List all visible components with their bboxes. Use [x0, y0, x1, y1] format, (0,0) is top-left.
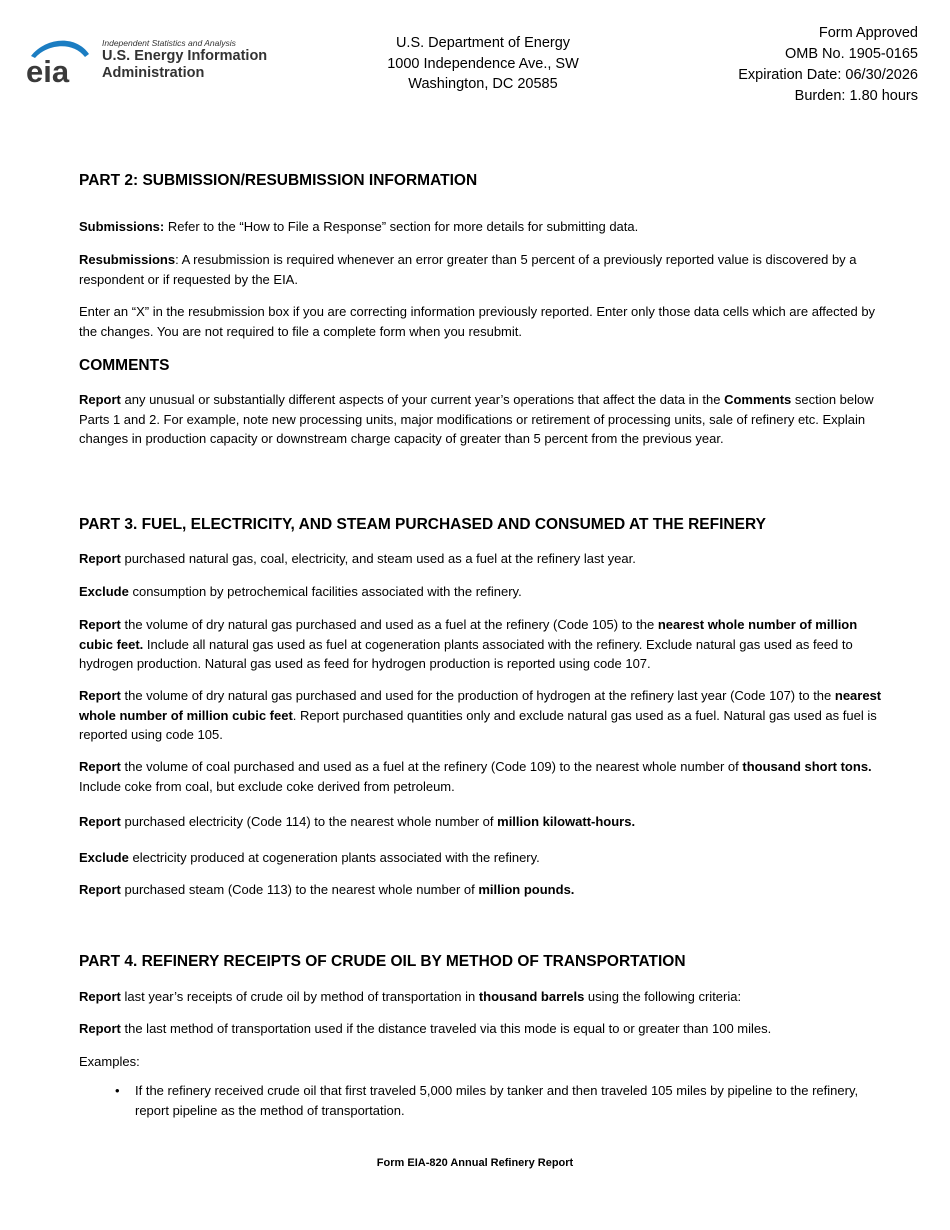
bold-text-run: Resubmissions — [79, 252, 176, 267]
text-run: Enter an “X” in the resubmission box if you are correcting information previously reported. Enter only those data cells which are affected by the changes. You are not required to file a complete form when you resubmit. — [79, 304, 876, 339]
text-run: : A resubmission is required whenever an error greater than 5 percent of a previously reported value is discovered by a respondent or if requested by the EIA. — [79, 252, 857, 287]
bold-text-run: Comments — [724, 392, 792, 407]
text-run: purchased natural gas, coal, electricity, and steam used as a fuel at the refinery last year. — [120, 551, 636, 566]
part3-coal — [79, 757, 891, 796]
text-run: section below Parts 1 and 2. For example, note new processing units, major modifications or retirement of processing units, sale of refinery etc. Explain changes in production capacity or downstream charge capacity of greater than 5 percent from the previous year. — [79, 392, 874, 446]
page-footer: Form EIA-820 Annual Refinery Report — [376, 1157, 574, 1169]
bold-text-run: Report — [79, 759, 121, 774]
text-run: using the following criteria: — [584, 989, 742, 1004]
comments-heading: COMMENTS — [79, 357, 170, 374]
bold-text-run: Report — [79, 392, 121, 407]
part4-heading: PART 4. REFINERY RECEIPTS OF CRUDE OIL BY METHOD OF TRANSPORTATION — [79, 953, 686, 970]
part3-electricity — [79, 812, 891, 832]
bold-text-run: thousand barrels — [478, 989, 585, 1004]
omb-number: OMB No. 1905-0165 — [785, 46, 918, 62]
list-item — [79, 1081, 891, 1120]
organization-name — [102, 48, 267, 82]
text-run: the last method of transportation used if the distance traveled via this mode is equal to or greater than 100 miles. — [120, 1021, 772, 1036]
bold-text-run: Report — [79, 814, 121, 829]
text-run: last year’s receipts of crude oil by method of transportation in — [120, 989, 479, 1004]
bold-text-run: Submissions: — [79, 219, 165, 234]
address-line: U.S. Department of Energy — [395, 35, 571, 51]
bold-text-run: Report — [79, 551, 121, 566]
text-run: purchased steam (Code 113) to the nearest whole number of — [120, 882, 479, 897]
text-run: any unusual or substantially different aspects of your current year’s operations that affect the data in the — [120, 392, 725, 407]
bold-text-run: nearest whole number of million cubic feet. — [79, 617, 858, 652]
text-run: Include coke from coal, but exclude coke derived from petroleum. — [79, 778, 455, 794]
examples-label: Examples: — [79, 1054, 140, 1069]
examples-list — [79, 1081, 891, 1120]
organization-name-line1: U.S. Energy Information — [102, 48, 268, 64]
bold-text-run: Report — [79, 688, 121, 703]
department-address — [330, 33, 636, 95]
bold-text-run: Report — [79, 1021, 121, 1036]
comments-paragraph — [79, 390, 891, 449]
bold-text-run: Report — [79, 989, 121, 1004]
example-text: If the refinery received crude oil that first traveled 5,000 miles by tanker and then traveled 105 miles by pipeline to the refinery, report pipeline as the method of transportation. — [135, 1083, 859, 1118]
expiration-date: Expiration Date: 06/30/2026 — [738, 67, 918, 83]
resubmissions-paragraph — [79, 250, 891, 289]
bold-text-run: thousand short tons. — [742, 759, 872, 774]
bold-text-run: Exclude — [79, 850, 129, 865]
part3-exclude-cogeneration — [79, 848, 891, 868]
eia-logo — [25, 36, 295, 86]
bold-text-run: Exclude — [79, 584, 129, 599]
text-run: purchased electricity (Code 114) to the nearest whole number of — [120, 814, 498, 829]
bold-text-run: nearest whole number of million cubic feet — [79, 688, 882, 723]
burden-hours: Burden: 1.80 hours — [794, 88, 918, 104]
part3-report-fuels — [79, 549, 891, 569]
text-run: Include all natural gas used as fuel at cogeneration plants associated with the refinery. Exclude natural gas used as feed to hydrogen production. Natural gas used as feed for hydrogen production is reported using code 107. — [79, 636, 853, 671]
resubmission-box-paragraph — [79, 302, 891, 341]
bold-text-run: Report — [79, 617, 121, 632]
text-run: the volume of dry natural gas purchased and used for the production of hydrogen at the refinery last year (Code 107) to the — [120, 688, 835, 703]
part3-heading: PART 3. FUEL, ELECTRICITY, AND STEAM PURCHASED AND CONSUMED AT THE REFINERY — [79, 516, 766, 533]
text-run: the volume of coal purchased and used as a fuel at the refinery (Code 109) to the nearest whole number of — [120, 759, 743, 774]
form-approval-block — [738, 23, 918, 107]
text-run: the volume of dry natural gas purchased and used as a fuel at the refinery (Code 105) to the — [120, 617, 658, 632]
text-run: electricity produced at cogeneration plants associated with the refinery. — [128, 850, 540, 865]
text-run: . Report purchased quantities only and exclude natural gas used as a fuel. Natural gas used as fuel is reported using code 105. — [79, 707, 877, 742]
organization-name-line2: Administration — [102, 65, 205, 81]
approval-line: Form Approved — [818, 25, 918, 41]
part3-natural-gas-fuel — [79, 615, 891, 674]
part4-report-receipts — [79, 987, 891, 1007]
logo-tagline: Independent Statistics and Analysis — [102, 38, 236, 48]
part3-exclude-petrochemical — [79, 582, 891, 602]
text-run: consumption by petrochemical facilities associated with the refinery. — [128, 584, 522, 599]
address-line: Washington, DC 20585 — [408, 76, 558, 92]
bold-text-run: million kilowatt-hours. — [497, 814, 636, 829]
part4-last-method — [79, 1019, 891, 1039]
bullet-icon: • — [115, 1083, 120, 1098]
address-line: 1000 Independence Ave., SW — [387, 55, 579, 72]
submissions-paragraph — [79, 217, 891, 237]
part3-natural-gas-hydrogen — [79, 686, 891, 745]
part2-heading: PART 2: SUBMISSION/RESUBMISSION INFORMATION — [79, 172, 478, 189]
text-run: Refer to the “How to File a Response” section for more details for submitting data. — [164, 219, 639, 234]
part3-steam — [79, 880, 891, 900]
eia-logo-mark — [25, 36, 97, 86]
logo-wordmark: eia — [26, 54, 70, 86]
bold-text-run: Report — [79, 882, 121, 897]
bold-text-run: million pounds. — [478, 882, 575, 897]
